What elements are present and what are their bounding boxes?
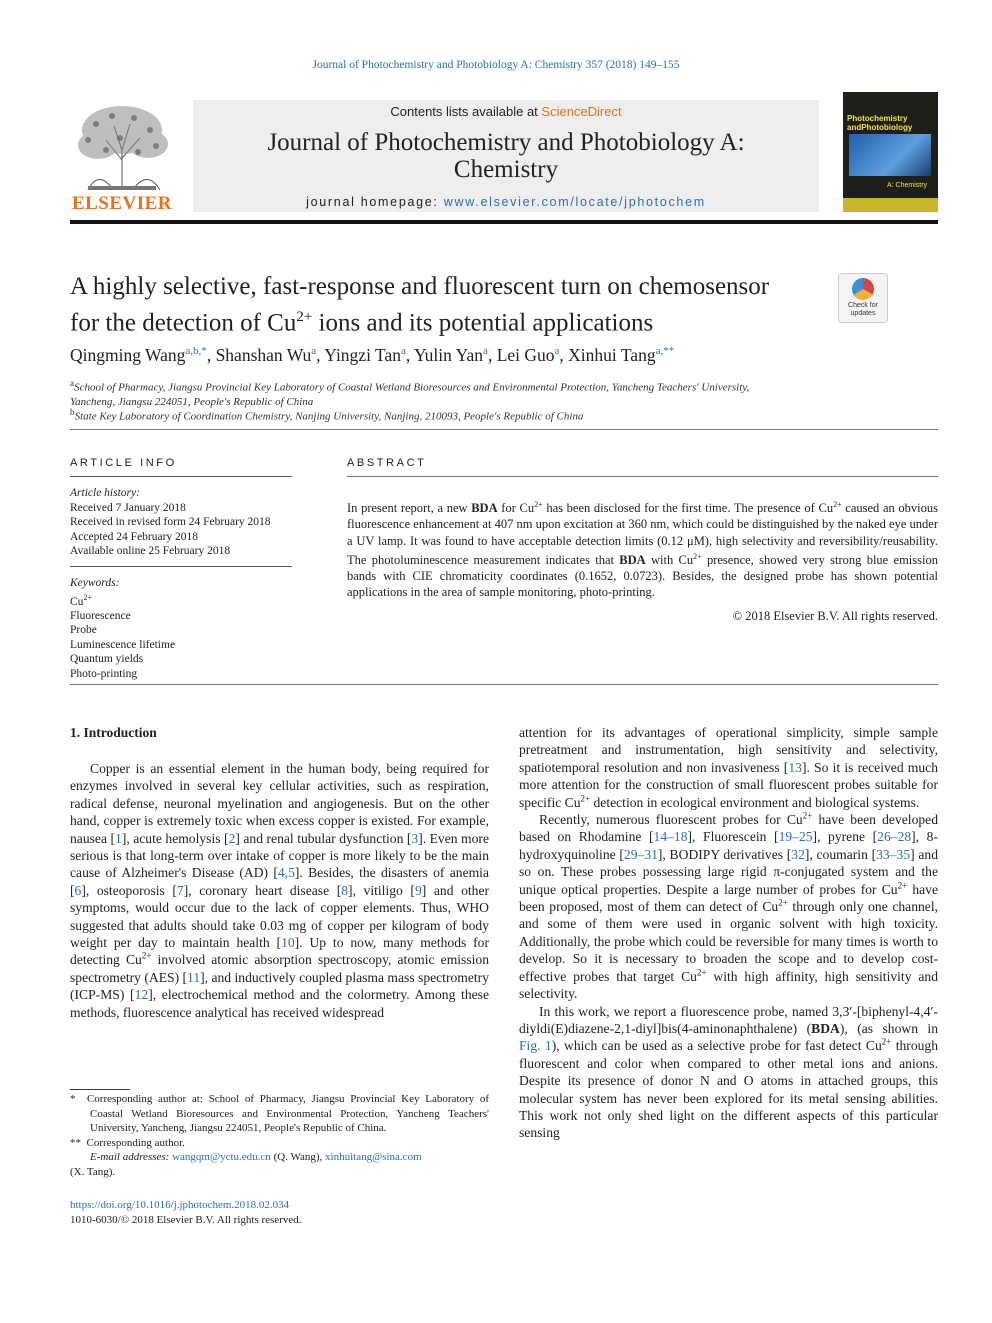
reference-link[interactable]: 11	[187, 969, 201, 985]
keyword-item: Fluorescence	[70, 609, 131, 622]
revised-date: Received in revised form 24 February 2018	[70, 516, 271, 528]
abstract-copyright: © 2018 Elsevier B.V. All rights reserved.	[732, 609, 938, 623]
reference-link[interactable]: 19–25	[778, 829, 813, 845]
email-link[interactable]: wangqm@yctu.edu.cn	[172, 1151, 271, 1163]
reference-link[interactable]: 2	[228, 830, 236, 846]
keyword-superscript: 2+	[83, 592, 92, 602]
title-superscript: 2+	[296, 309, 313, 325]
reference-link[interactable]: 4,5	[277, 865, 295, 881]
abstract-superscript: 2+	[693, 551, 702, 561]
article-history	[70, 486, 300, 559]
footnote-mark: **	[70, 1136, 81, 1149]
header-divider	[70, 220, 938, 224]
intro-paragraph-1	[70, 760, 489, 1021]
reference-link[interactable]: 6	[74, 882, 82, 898]
journal-title-line-1: Journal of Photochemistry and Photobiology A:	[267, 129, 745, 156]
author-affiliation-mark[interactable]: a	[311, 345, 317, 358]
body-text: ], BODIPY derivatives [	[657, 846, 792, 862]
body-text: ], coumarin [	[804, 846, 877, 862]
keyword-item: Luminescence lifetime	[70, 638, 176, 651]
body-text: Recently, numerous fluorescent probes for Cu	[539, 812, 803, 828]
cover-artwork	[849, 134, 931, 176]
cover-subtitle: A: Chemistry	[887, 182, 928, 189]
received-date: Received 7 January 2018	[70, 501, 186, 514]
body-text: ] and renal tubular dysfunction [	[235, 830, 412, 846]
check-for-updates-badge[interactable]	[838, 273, 888, 323]
body-text: ), which can be used as a selective probe for fast detect Cu	[551, 1038, 882, 1054]
author-affiliation-mark[interactable]: a	[483, 345, 488, 358]
body-text: ] and so on. These probes possessing large rigid π-conjugated system and the unique optical properties. Despite a large number of probes for Cu	[519, 846, 938, 897]
footnote-corresponding-1	[70, 1092, 489, 1136]
footnote-mark: *	[70, 1093, 76, 1105]
abstract-text: for Cu	[497, 501, 535, 516]
body-text: through fluorescent and color when compared to other metal ions and anions. Despite its presence of donor N and O atoms in attached groups, this molecular system has never been explored for its metal sensing abilities. This work not only shed light on the different aspects of this particular sensing	[519, 1038, 939, 1141]
body-text: ], 8-hydroxyquinoline [	[519, 829, 938, 862]
contents-lists-line	[193, 104, 819, 119]
accepted-date: Accepted 24 February 2018	[70, 530, 199, 543]
article-info-rule	[70, 476, 292, 477]
keyword-item: Quantum yields	[70, 653, 144, 666]
affiliation-label: b	[70, 407, 75, 417]
author-name[interactable]: Lei Guo	[496, 345, 555, 365]
keywords-label: Keywords:	[70, 577, 120, 589]
superscript: 2+	[580, 793, 591, 804]
author-name[interactable]: Qingming Wang	[70, 345, 186, 365]
body-text: involved atomic absorption spectroscopy, atomic emission spectrometry (AES) [	[70, 952, 489, 985]
keyword-text: Cu	[70, 595, 84, 608]
body-text: detection in ecological environment and biological systems.	[590, 794, 920, 810]
footnotes	[70, 1092, 489, 1179]
paper-title-line-2	[70, 302, 830, 338]
reference-link[interactable]: 9	[414, 882, 422, 898]
keyword-item: Photo-printing	[70, 667, 138, 680]
body-text: ], coronary heart disease [	[183, 882, 342, 898]
body-text: have been proposed, most of them can detect of Cu	[519, 881, 939, 915]
contents-prefix: Contents lists available at	[390, 104, 542, 119]
bda-bold: BDA	[811, 1020, 840, 1036]
reference-link[interactable]: 10	[281, 935, 295, 951]
reference-link[interactable]: 3	[411, 830, 419, 846]
superscript: 2+	[696, 967, 707, 978]
body-text: ], acute hemolysis [	[121, 830, 229, 846]
abstract-text: In present report, a new	[347, 501, 472, 516]
reference-link[interactable]: 8	[341, 882, 349, 898]
reference-link[interactable]: 1	[115, 830, 122, 846]
body-text: ], pyrene [	[812, 829, 878, 845]
keyword-item: Probe	[70, 624, 97, 637]
body-text: with high affinity, high sensitivity and selectivity.	[519, 968, 938, 1002]
body-text: have been developed based on Rhodamine [	[519, 812, 938, 845]
intro-paragraph-1-continued	[519, 724, 938, 811]
issn-copyright: 1010-6030/© 2018 Elsevier B.V. All rights reserved.	[70, 1214, 302, 1226]
author-list: Qingming Wang$^{a,b,*}$, Shanshan Wu$^a$, Yingzi Tan$^a$, Yulin Yan$^a$, Lei Guo$^a$, Xinhui Tang$^{a,**}$	[70, 345, 675, 365]
abstract-divider	[70, 684, 938, 685]
online-date: Available online 25 February 2018	[70, 545, 231, 557]
footnote-corresponding-2	[70, 1136, 489, 1151]
affiliation-b	[70, 405, 938, 424]
affiliation-a-line-1	[70, 376, 938, 395]
author-affiliation-mark[interactable]: a,b,*	[185, 345, 207, 358]
paper-title	[70, 272, 830, 338]
reference-link[interactable]: 29–31	[623, 846, 658, 862]
abstract-heading: ABSTRACT	[347, 457, 427, 469]
email-link[interactable]: xinhuitang@sina.com	[325, 1151, 422, 1163]
badge-label	[839, 302, 887, 318]
title-part: ions and its potential applications	[312, 309, 654, 337]
body-text: ], Fluorescein [	[687, 829, 779, 845]
cover-title	[847, 114, 935, 132]
footnote-text: Corresponding author.	[86, 1136, 185, 1149]
journal-title	[193, 129, 819, 183]
elsevier-wordmark: ELSEVIER	[71, 193, 173, 214]
body-text: ]. Even more serious is that long-term over intake of copper is more likely to be the main cause of Alzheimer's Disease (AD) [	[70, 830, 489, 881]
introduction-heading: 1. Introduction	[70, 725, 157, 740]
footnote-rule	[70, 1089, 130, 1090]
check-updates-icon	[852, 278, 874, 300]
email-owner: (Q. Wang),	[270, 1151, 326, 1163]
intro-paragraph-3	[519, 1003, 938, 1142]
body-text: ]. So it is received much more attention for the construction of small fluorescent probes suitable for specific Cu	[519, 759, 938, 810]
reference-link[interactable]: 32	[791, 846, 805, 862]
author-affiliation-mark[interactable]: a	[554, 345, 560, 358]
journal-title-line-2: Chemistry	[453, 156, 559, 183]
body-text: ], osteoporosis [	[81, 882, 177, 898]
badge-line-1: Check for	[848, 302, 878, 309]
doi-block	[70, 1198, 302, 1228]
affiliation-a-line-2: Yancheng, Jiangsu 224051, People's Republic of China	[70, 396, 314, 409]
cover-footer-band	[843, 198, 938, 212]
author-name[interactable]: Shanshan Wu	[215, 345, 312, 365]
journal-homepage	[193, 195, 819, 209]
reference-link[interactable]: 13	[788, 759, 802, 775]
abstract-superscript: 2+	[534, 500, 543, 509]
title-part: for the detection of Cu	[70, 309, 297, 337]
abstract-superscript: 2+	[833, 500, 842, 509]
superscript: 2+	[778, 897, 788, 908]
reference-link[interactable]: 26–28	[877, 829, 912, 845]
keywords-rule	[70, 566, 292, 567]
doi-link[interactable]: https://doi.org/10.1016/j.jphotochem.2018.02.034	[70, 1199, 290, 1211]
body-text: ]. Up to now, many methods for detecting Cu	[70, 935, 489, 968]
journal-citation[interactable]: Journal of Photochemistry and Photobiology A: Chemistry 357 (2018) 149–155	[312, 59, 680, 71]
body-column-left	[70, 760, 489, 1021]
email-label: E-mail addresses:	[90, 1151, 173, 1163]
author-name[interactable]: Yulin Yan	[413, 345, 484, 365]
sciencedirect-link[interactable]: ScienceDirect	[541, 104, 622, 119]
keywords-list	[70, 576, 300, 681]
abstract-text: with Cu	[645, 552, 694, 567]
abstract-bda: BDA	[471, 501, 498, 516]
reference-link[interactable]: 14–18	[653, 829, 688, 845]
superscript: 2+	[881, 1036, 892, 1047]
body-text: In this work, we report a fluorescence probe, named 3,3′-[biphenyl-4,4′-diyldi(E)diazene-2,1-diyl]bis(4-aminonaphthalene) (	[519, 1003, 938, 1036]
abstract-bda: BDA	[619, 552, 646, 567]
superscript: 2+	[802, 810, 813, 821]
body-text: Copper is an essential element in the human body, being required for enzymes involved in several key cellular activities, such as respiration, radical defense, neuronal myelination and angiogenesis. But on the other hand, copper is extremely toxic when excess copper is existed. For example, nausea [	[70, 761, 489, 846]
body-text: through only one channel, and some of them were used in organic solvent with high toxicity. Additionally, the probe which could be reversible for many times is worth to develop. So it is necessary to broaden the scope and to develop cost-effective probes that target Cu	[519, 899, 939, 984]
homepage-prefix: journal homepage:	[306, 195, 444, 209]
email-owner: (X. Tang).	[70, 1165, 116, 1178]
affiliation-divider	[70, 429, 938, 430]
affiliation-label: a	[70, 378, 75, 388]
author-name[interactable]: Yingzi Tan	[324, 345, 401, 365]
body-text: ]. Besides, the disasters of anemia [	[70, 865, 489, 898]
badge-line-2: updates	[850, 310, 876, 317]
article-info-heading: ARTICLE INFO	[70, 457, 177, 469]
abstract-text: presence, showed very strong blue emission bands with CIE chromaticity coordinates (0.1652, 0.0723). Besides, the designed probe has shown potential applications in the area of sample monitoring, photo-printing.	[347, 552, 938, 600]
body-text: ), (as shown in	[839, 1020, 938, 1036]
body-text: ], vitiligo [	[348, 882, 415, 898]
affiliation-text: State Key Laboratory of Coordination Chemistry, Nanjing University, Nanjing, 210093, People's Republic of China	[74, 410, 584, 423]
footnote-text: Corresponding author at: School of Pharmacy, Jiangsu Provincial Key Laboratory of Coastal Wetland Bioresources and Environmental Protection, Yancheng Teachers' University, Yancheng, Jiangsu 224051, People's Republic of China.	[86, 1093, 489, 1134]
keyword-item	[70, 591, 300, 609]
cover-title-line-2: andPhotobiology	[847, 123, 913, 132]
body-text: attention for its advantages of operational simplicity, simple sample pretreatment and instrumentation, high sensitivity and selectivity, spatiotemporal resolution and non invasiveness [	[519, 725, 938, 775]
body-text: ] and other symptoms, would occur due to the lack of copper elements. Thus, WHO suggested that adults should take 0.03 mg of copper per kilogram of body weight per day to maintain health [	[70, 882, 490, 951]
abstract-rule	[347, 476, 938, 477]
abstract-text: caused an obvious fluorescence enhancement at 407 nm upon excitation at 360 nm, which could be distinguished by the naked eye under a UV lamp. It was found to have acceptable detection limits (0.12 μM), high selectivity and reversibility/reusability. The photoluminescence measurement indicates that	[347, 501, 939, 567]
journal-cover-image[interactable]	[843, 92, 938, 212]
reference-link[interactable]: 12	[134, 987, 149, 1003]
abstract-text: has been disclosed for the first time. The presence of Cu	[542, 501, 834, 516]
body-column-right	[519, 724, 938, 1142]
intro-paragraph-2	[519, 811, 938, 1002]
author-name[interactable]: Xinhui Tang	[568, 345, 656, 365]
affiliation-text: School of Pharmacy, Jiangsu Provincial Key Laboratory of Coastal Wetland Bioresources and Environmental Protection, Yancheng Teachers' University,	[74, 381, 750, 394]
superscript: 2+	[141, 950, 152, 961]
author-affiliation-mark[interactable]: a	[400, 345, 406, 358]
cover-title-line-1: Photochemistry	[847, 114, 908, 123]
abstract-body	[347, 497, 938, 601]
body-text: ], electrochemical method and the colormetry. Among these methods, fluorescence analytical has received widespread	[70, 987, 489, 1020]
paper-title-line-1: A highly selective, fast-response and fluorescent turn on chemosensor	[70, 273, 770, 300]
figure-link[interactable]: Fig. 1	[519, 1038, 552, 1054]
homepage-link[interactable]: www.elsevier.com/locate/jphotochem	[443, 195, 706, 209]
reference-link[interactable]: 7	[176, 882, 184, 898]
footnote-emails	[70, 1150, 489, 1165]
superscript: 2+	[897, 880, 908, 891]
reference-link[interactable]: 33–35	[876, 846, 911, 862]
history-label: Article history:	[70, 487, 140, 499]
body-text: ], and inductively coupled plasma mass spectrometry (ICP-MS) [	[70, 969, 489, 1003]
author-affiliation-mark[interactable]: a,**	[655, 345, 675, 358]
